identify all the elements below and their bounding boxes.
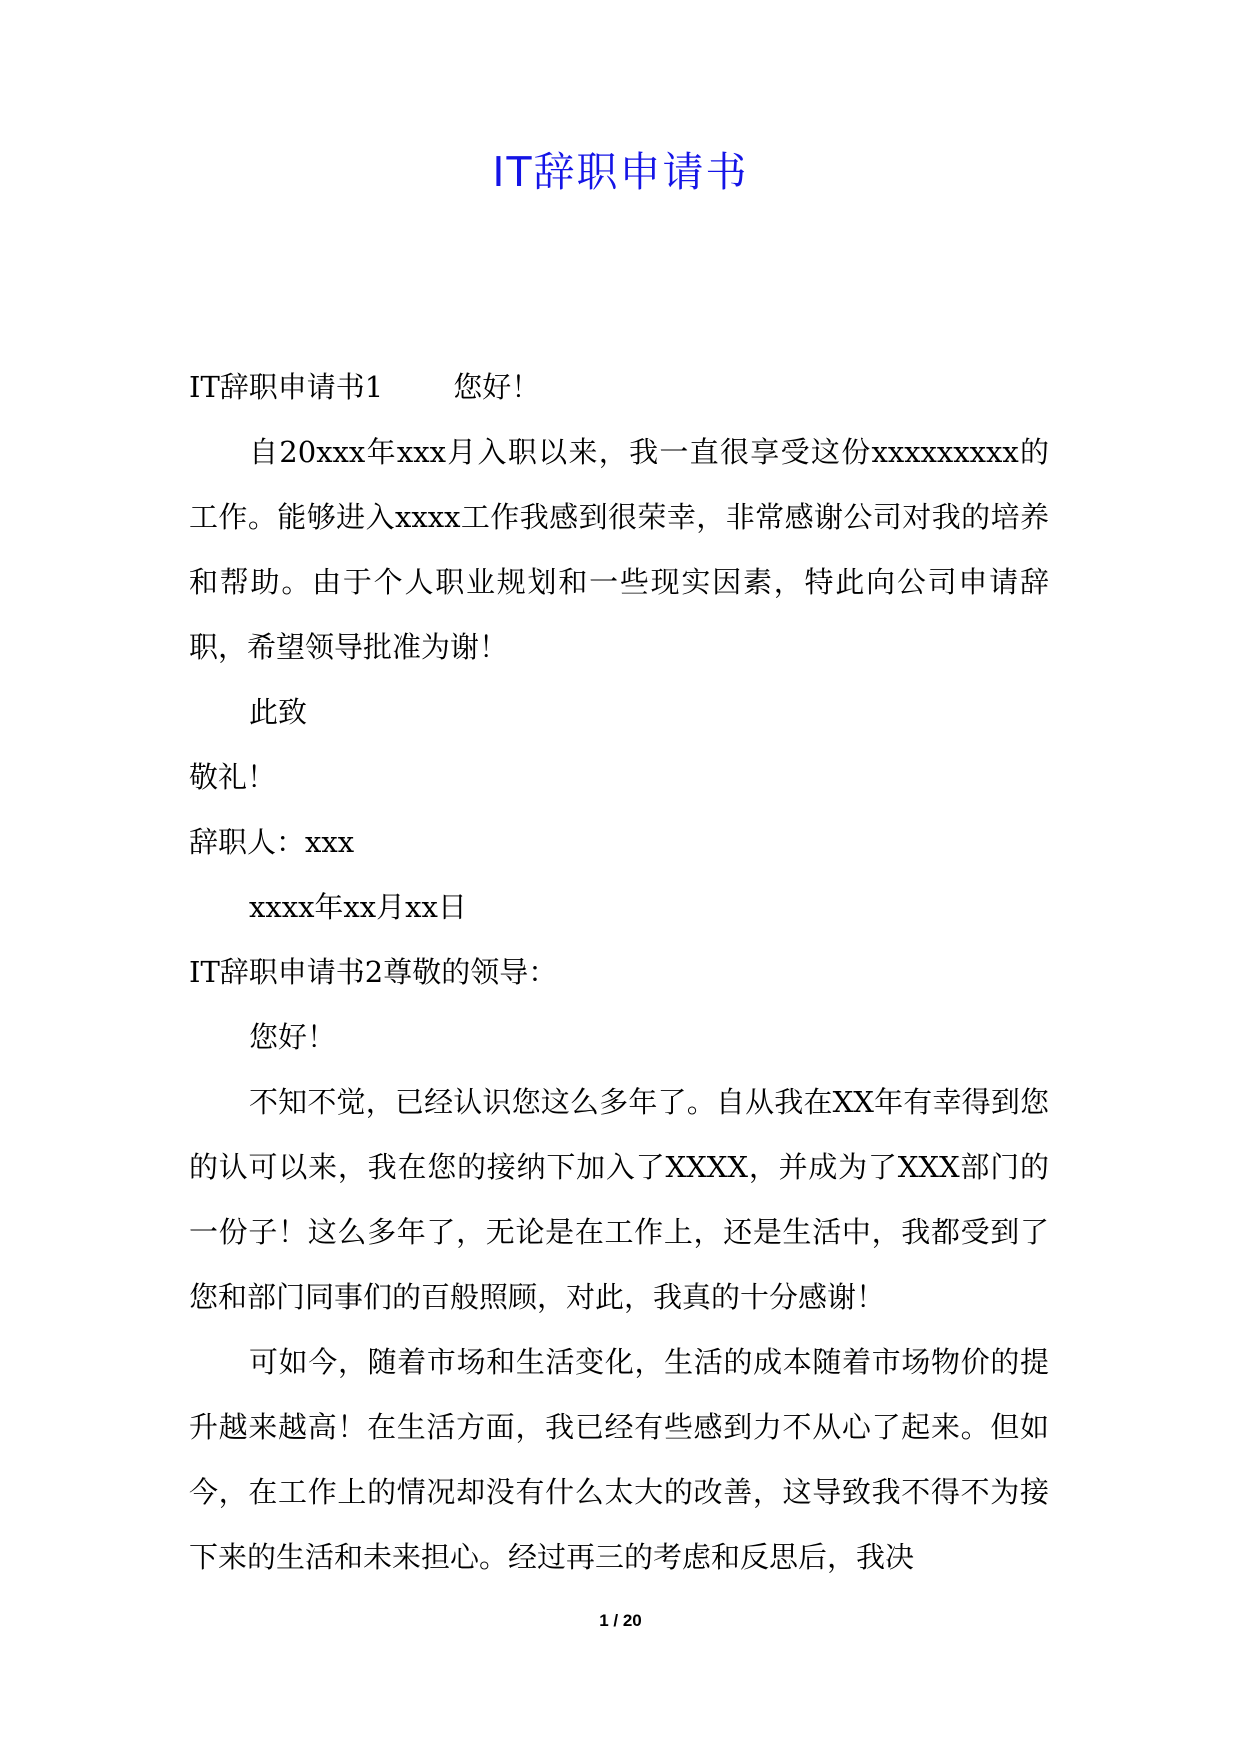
letter2-paragraph-1: 不知不觉，已经认识您这么多年了。自从我在XX年有幸得到您的认可以来，我在您的接纳下加入了XXXX，并成为了XXX部门的一份子！这么多年了，无论是在工作上，还是生活中，我都受到了您和部门同事们的百般照顾，对此，我真的十分感谢！ — [189, 1085, 1049, 1314]
document-body — [189, 355, 1049, 1590]
letter2-heading-line: IT辞职申请书2尊敬的领导： — [189, 955, 558, 989]
letter1-date: xxxx年xx月xx日 — [249, 890, 467, 924]
letter1-signature: 辞职人：xxx — [189, 825, 355, 859]
letter1-paragraph: 自20xxx年xxx月入职以来，我一直很享受这份xxxxxxxxx的工作。能够进入xxxx工作我感到很荣幸，非常感谢公司对我的培养和帮助。由于个人职业规划和一些现实因素，特此向公司申请辞职，希望领导批准为谢！ — [189, 435, 1049, 664]
letter2-paragraph-2: 可如今，随着市场和生活变化，生活的成本随着市场物价的提升越来越高！在生活方面，我已经有些感到力不从心了起来。但如今，在工作上的情况却没有什么太大的改善，这导致我不得不为接下来的生活和未来担心。经过再三的考虑和反思后，我决 — [189, 1345, 1049, 1574]
letter1-greeting: 您好！ — [453, 370, 541, 404]
page-number: 1 / 20 — [599, 1611, 642, 1630]
letter1-closing: 此致 — [249, 695, 308, 729]
letter1-salute: 敬礼！ — [189, 760, 277, 794]
letter1-heading-line — [189, 355, 1049, 420]
letter2-greeting: 您好！ — [249, 1020, 337, 1054]
document-title: IT辞职申请书 — [492, 148, 749, 196]
letter1-heading: IT辞职申请书1 — [189, 370, 384, 404]
